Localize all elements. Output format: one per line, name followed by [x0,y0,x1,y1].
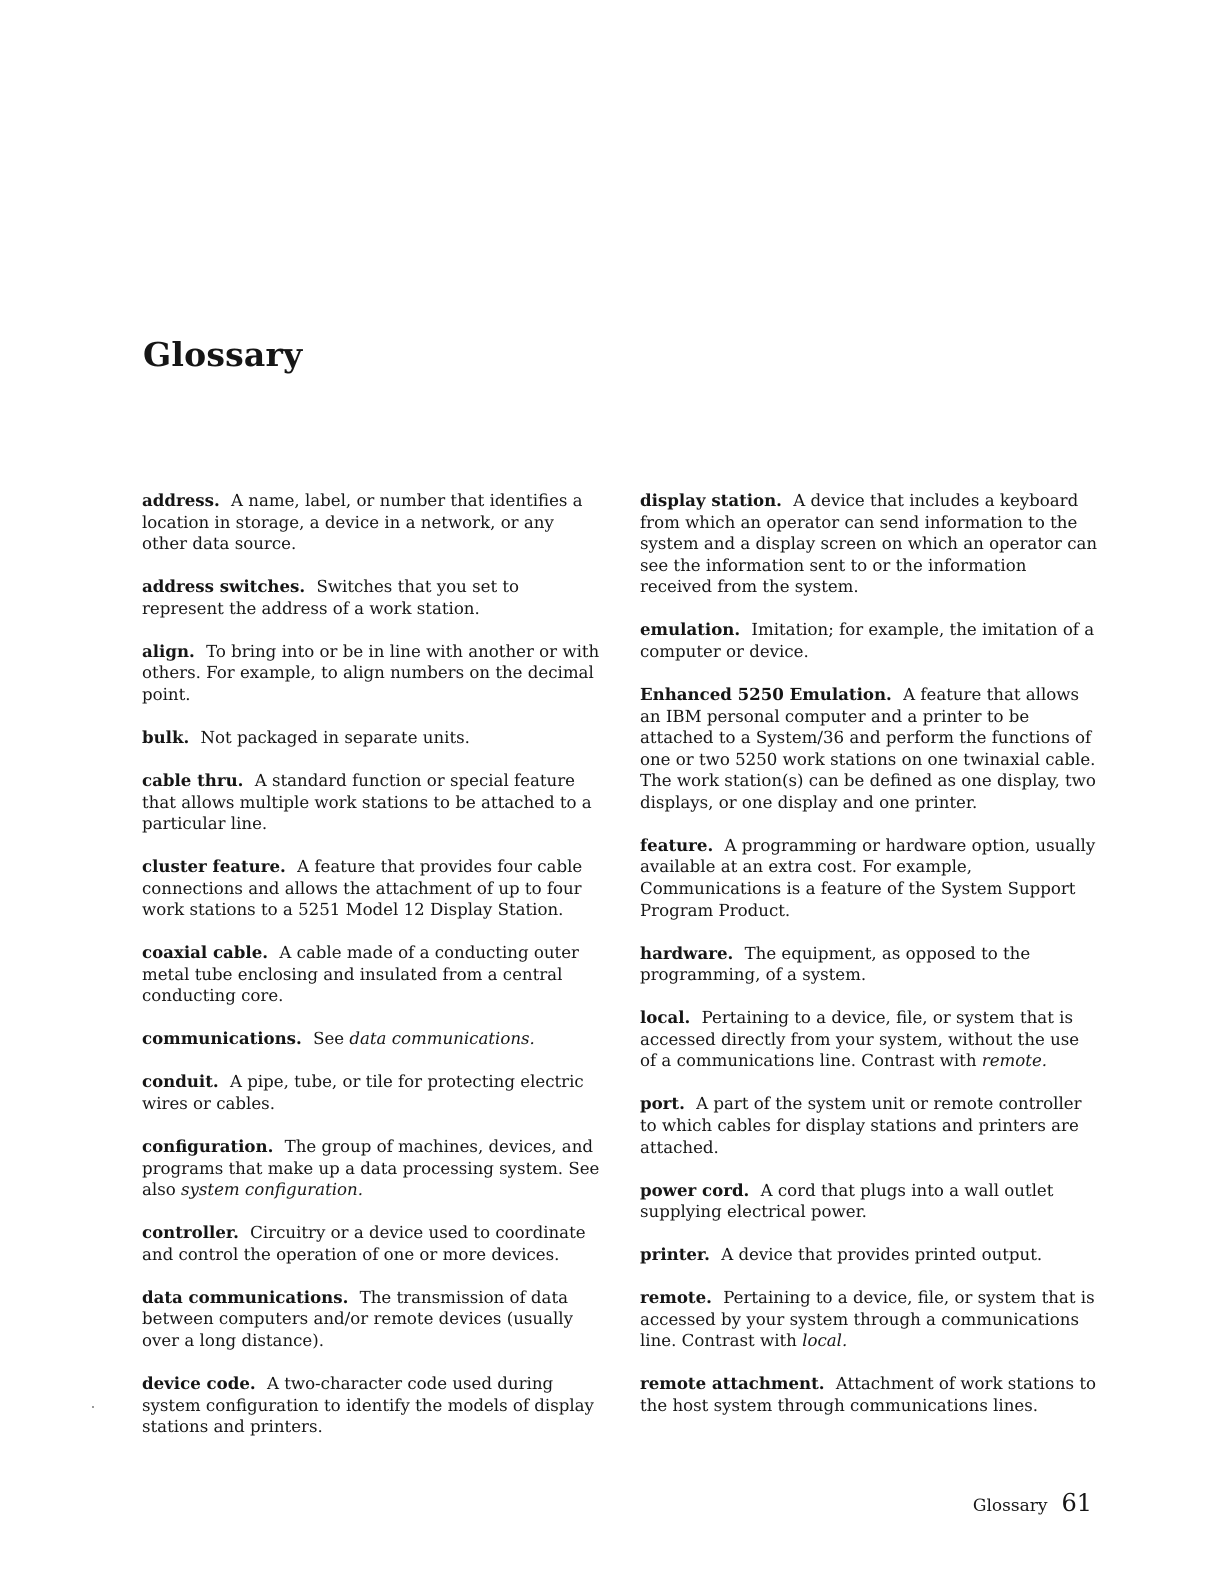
glossary-definition: A cable made of a conducting outer metal tube enclosing and insulated from a central conducting core. [142,943,579,1006]
glossary-term: feature. [640,834,714,855]
glossary-definition: A standard function or special feature that allows multiple work stations to be attached to a particular line. [142,770,592,834]
cross-reference: local. [802,1331,848,1351]
glossary-definition: Not packaged in separate units. [200,727,470,747]
glossary-entry [640,1287,1100,1352]
margin-speck [92,1406,94,1408]
glossary-entry [640,490,1100,598]
glossary-definition: A feature that provides four cable connections and allows the attachment of up to four work stations to a 5251 Model 12 Display Station. [142,857,583,920]
glossary-entry [142,770,602,835]
glossary-entry [142,1373,602,1438]
glossary-entry [640,835,1100,921]
glossary-definition: The transmission of data between computers and/or remote devices (usually over a long distance). [142,1287,573,1350]
glossary-entry [142,856,602,921]
page-title: Glossary [143,335,303,374]
glossary-entry [640,1373,1100,1416]
glossary-definition: See [313,1029,345,1049]
glossary-term: conduit. [142,1071,219,1092]
glossary-entry [640,1007,1100,1072]
glossary-term: communications. [142,1028,302,1049]
glossary-definition: A device that includes a keyboard from which an operator can send information to the system and a display screen on which an operator can see the information sent to or the information received from the system. [640,491,1098,597]
glossary-definition: Pertaining to a device, file, or system that is accessed directly from your system, without the use of a communications line. Contrast with [640,1008,1080,1071]
glossary-term: display station. [640,490,782,510]
glossary-term: configuration. [142,1135,274,1156]
glossary-entry [142,1136,602,1201]
glossary-definition: A feature that allows an IBM personal computer and a printer to be attached to a System/36 and perform the functions of one or two 5250 work stations on one twinaxial cable. The work station(s) can be defined as one display, two displays, or one display and one printer. [640,684,1096,812]
glossary-definition: The group of machines, devices, and programs that make up a data processing system. See also [142,1136,600,1200]
glossary-definition: Attachment of work stations to the host system through communications lines. [640,1374,1096,1415]
glossary-entry [142,1287,602,1352]
glossary-term: coaxial cable. [142,942,269,963]
glossary-left-column [142,490,602,1459]
glossary-definition: To bring into or be in line with another or with others. For example, to align numbers on the decimal point. [142,641,600,704]
glossary-right-column [640,490,1100,1438]
glossary-entry [142,1071,602,1114]
glossary-term: local. [640,1007,691,1028]
cross-reference: remote. [981,1051,1048,1071]
glossary-term: power cord. [640,1179,750,1200]
glossary-entry [640,1244,1100,1266]
glossary-term: data communications. [142,1286,349,1307]
glossary-entry [640,619,1100,662]
glossary-term: hardware. [640,942,734,963]
glossary-definition: A part of the system unit or remote controller to which cables for display stations and printers are attached. [640,1094,1082,1157]
page-number: 61 [1061,1489,1092,1517]
glossary-entry [142,1028,602,1050]
glossary-entry [640,1093,1100,1158]
glossary-term: Enhanced 5250 Emulation. [640,683,892,704]
glossary-definition: Circuitry or a device used to coordinate and control the operation of one or more devices. [142,1223,586,1264]
glossary-entry [640,684,1100,814]
cross-reference: system configuration. [181,1180,364,1200]
glossary-term: remote. [640,1287,712,1308]
glossary-term: cluster feature. [142,856,286,877]
glossary-definition: The equipment, as opposed to the programming, of a system. [640,943,1031,985]
glossary-definition: A two-character code used during system configuration to identify the models of display stations and printers. [142,1373,594,1437]
glossary-term: port. [640,1093,685,1114]
glossary-definition: A cord that plugs into a wall outlet supplying electrical power. [640,1180,1054,1222]
page-footer [973,1488,1092,1521]
glossary-entry [142,727,602,749]
glossary-term: address switches. [142,576,306,597]
glossary-definition: Switches that you set to represent the address of a work station. [142,577,520,618]
glossary-definition: Imitation; for example, the imitation of a computer or device. [640,620,1095,661]
glossary-entry [142,641,602,706]
glossary-definition: Pertaining to a device, file, or system that is accessed by your system through a communications line. Contrast with [640,1288,1095,1351]
cross-reference: data communications. [349,1029,535,1049]
glossary-term: bulk. [142,726,190,747]
glossary-definition: A device that provides printed output. [721,1245,1043,1265]
glossary-definition: A pipe, tube, or tile for protecting electric wires or cables. [142,1072,584,1113]
glossary-term: printer. [640,1244,710,1265]
glossary-entry [142,1222,602,1265]
glossary-entry [640,943,1100,986]
glossary-term: device code. [142,1372,256,1393]
footer-label: Glossary [972,1496,1048,1516]
glossary-term: address. [142,490,220,510]
glossary-entry [142,490,602,555]
glossary-term: remote attachment. [640,1373,825,1394]
glossary-entry [142,942,602,1007]
glossary-term: controller. [142,1222,239,1243]
glossary-entry [142,576,602,619]
glossary-term: cable thru. [142,769,244,790]
glossary-term: align. [142,640,195,661]
glossary-term: emulation. [640,619,741,640]
glossary-definition: A programming or hardware option, usually available at an extra cost. For example, Communications is a feature of the System Support Program Product. [640,835,1096,920]
glossary-definition: A name, label, or number that identifies a location in storage, a device in a network, or any other data source. [142,491,583,554]
glossary-entry [640,1180,1100,1223]
